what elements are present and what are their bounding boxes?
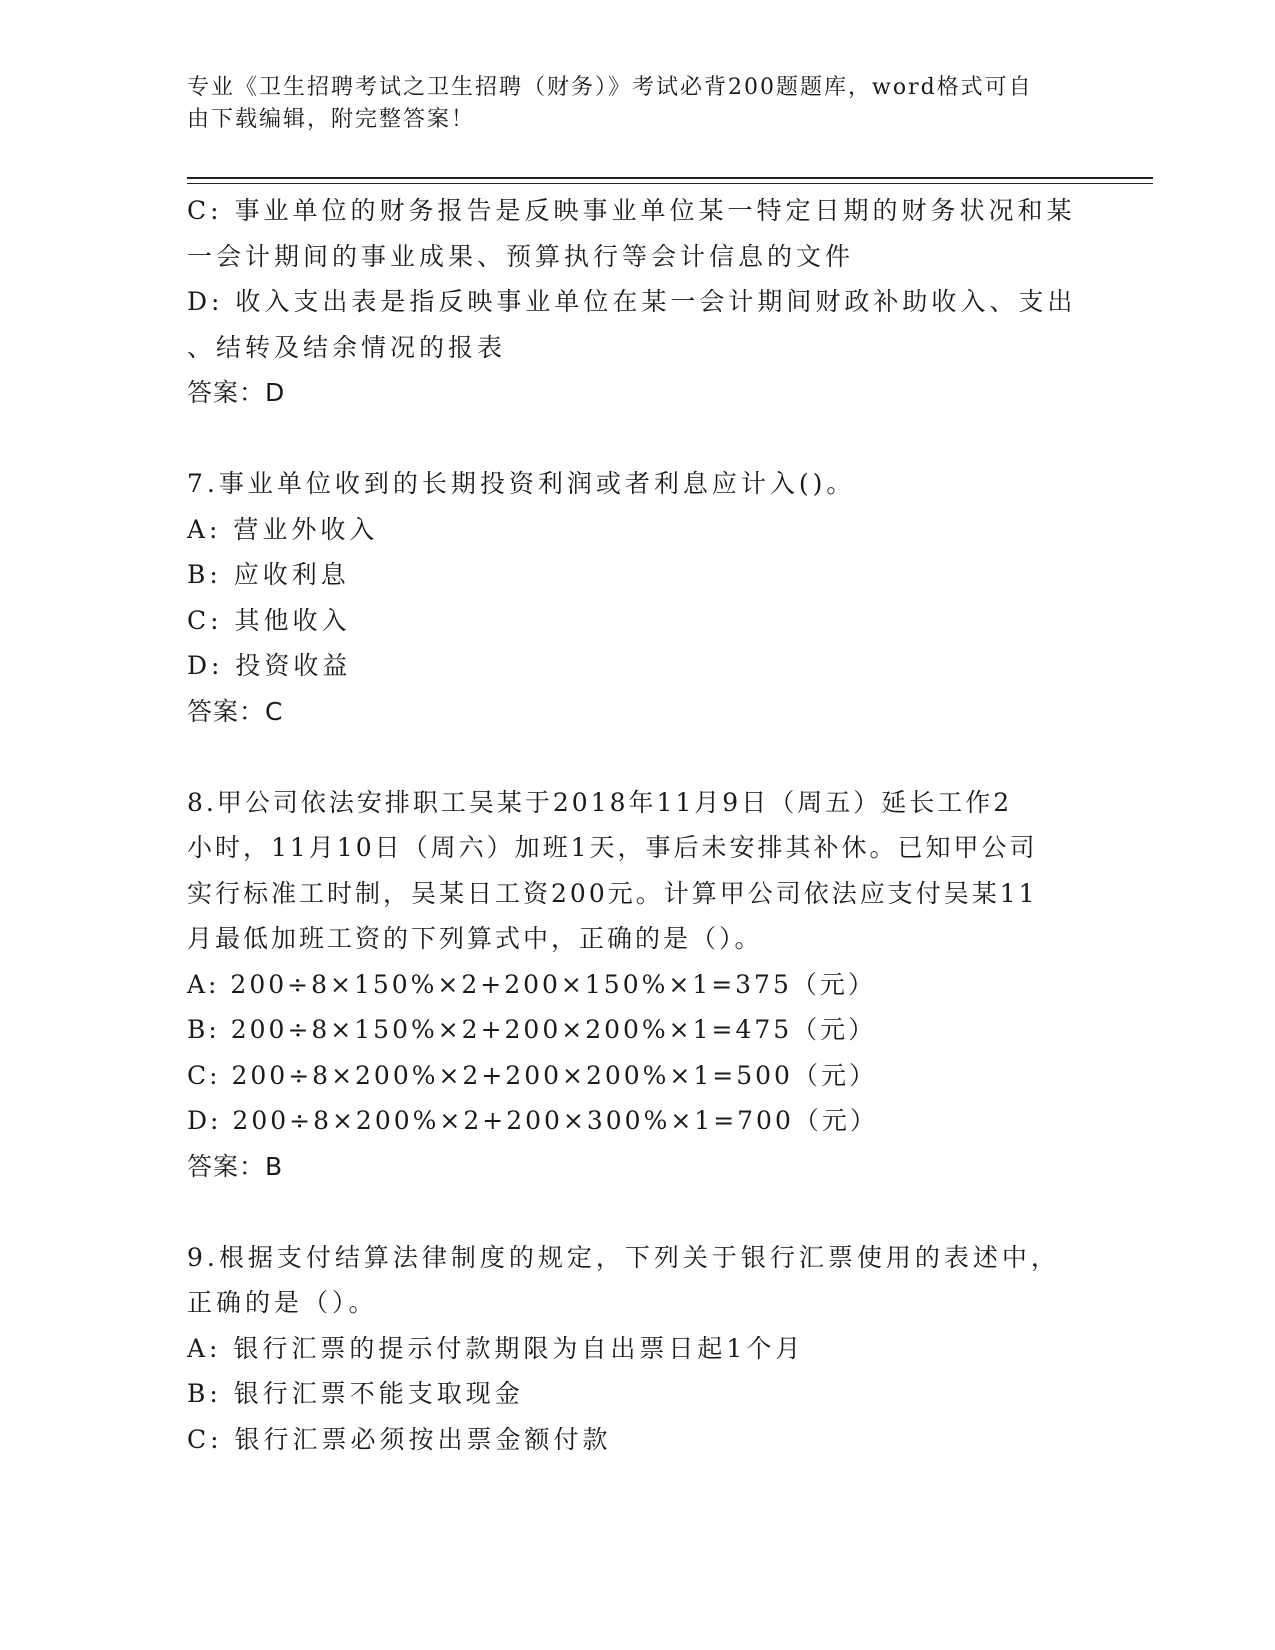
q8-answer: 答案：B xyxy=(187,1151,284,1181)
q9-option-c: C: 银行汇票必须按出票金额付款 xyxy=(187,1424,612,1454)
document-body xyxy=(187,188,1087,1462)
question-9 xyxy=(187,1235,1087,1463)
header-divider-thin xyxy=(187,183,1153,184)
question-8 xyxy=(187,780,1087,1190)
document-header xyxy=(187,72,1067,136)
q7-answer: 答案：C xyxy=(187,696,284,726)
q8-option-a: A: 200÷8×150%×2+200×150%×1=375（元） xyxy=(187,969,876,999)
q8-stem-line-1: 8.甲公司依法安排职工吴某于2018年11月9日（周五）延长工作2 xyxy=(187,787,1013,817)
q8-stem-line-4: 月最低加班工资的下列算式中，正确的是（）。 xyxy=(187,924,763,953)
question-6 xyxy=(187,188,1087,416)
q8-stem-line-2: 小时，11月10日（周六）加班1天，事后未安排其补休。已知甲公司 xyxy=(187,833,1038,862)
spacer xyxy=(187,1189,1087,1235)
header-title-line-2: 由下载编辑，附完整答案！ xyxy=(187,107,476,132)
q8-stem-line-3: 实行标准工时制，吴某日工资200元。计算甲公司依法应支付吴某11 xyxy=(187,878,1038,908)
q9-stem-line-2: 正确的是（）。 xyxy=(187,1288,378,1317)
q9-stem-line-1: 9.根据支付结算法律制度的规定，下列关于银行汇票使用的表述中， xyxy=(187,1242,1060,1272)
q6-option-c-line-2: 一会计期间的事业成果、预算执行等会计信息的文件 xyxy=(187,241,855,271)
spacer xyxy=(187,416,1087,462)
q7-option-b: B: 应收利息 xyxy=(187,560,350,589)
q8-option-b: B: 200÷8×150%×2+200×200%×1=475（元） xyxy=(187,1015,877,1044)
q6-option-d-line-1: D: 收入支出表是指反映事业单位在某一会计期间财政补助收入、支出 xyxy=(187,287,1077,316)
q7-stem: 7.事业单位收到的长期投资利润或者利息应计入()。 xyxy=(187,469,856,498)
q7-option-c: C: 其他收入 xyxy=(187,605,351,635)
header-title-line-1: 专业《卫生招聘考试之卫生招聘（财务）》考试必背200题题库，word格式可自 xyxy=(187,75,1033,100)
q9-option-b: B: 银行汇票不能支取现金 xyxy=(187,1379,524,1408)
spacer xyxy=(187,734,1087,780)
q7-option-a: A: 营业外收入 xyxy=(187,514,379,544)
header-divider-thick xyxy=(187,177,1153,179)
q6-answer: 答案：D xyxy=(187,378,286,407)
q8-option-d: D: 200÷8×200%×2+200×300%×1=700（元） xyxy=(187,1106,878,1135)
q7-option-d: D: 投资收益 xyxy=(187,651,352,680)
q8-option-c: C: 200÷8×200%×2+200×200%×1=500（元） xyxy=(187,1060,877,1090)
q6-option-d-line-2: 、结转及结余情况的报表 xyxy=(187,332,507,362)
question-7 xyxy=(187,461,1087,734)
q6-option-c-line-1: C: 事业单位的财务报告是反映事业单位某一特定日期的财务状况和某 xyxy=(187,196,1076,225)
q9-option-a: A: 银行汇票的提示付款期限为自出票日起1个月 xyxy=(187,1333,805,1363)
